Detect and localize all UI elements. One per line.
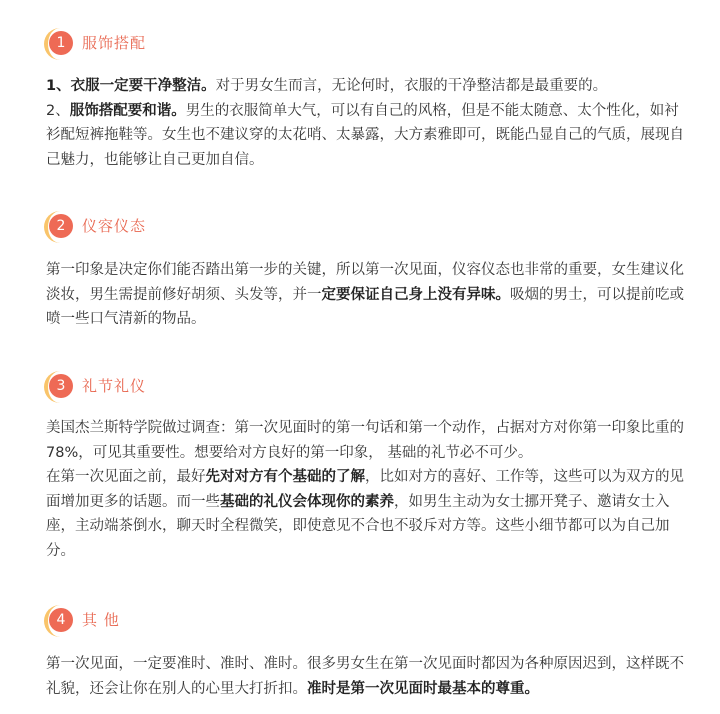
bold-text: 服饰搭配要和谐。 (69, 102, 186, 119)
bold-text: 基础的礼仪会体现你的素养 (220, 493, 394, 510)
text: 男生的衣服简单大气，可以有自己的风格，但是不能太随意、太个性化，如衬衫配短裤拖鞋等。女生也不建议穿的太花哨、太暴露，大方素雅即可，既能凸显自己的气质，展现自己魅力，也能够让自己更加自信。 (46, 102, 684, 168)
paragraph (46, 258, 686, 332)
section-heading (0, 371, 720, 403)
text: 2、 (46, 102, 70, 119)
section-other (0, 605, 720, 637)
paragraph (46, 652, 686, 701)
text: 对于男女生而言，无论何时，衣服的干净整洁都是最重要的。 (215, 78, 608, 94)
text: ，如男生主动为女士挪开凳子、邀请女士入座，主动端茶倒水，聊天时全程微笑，即使意见不合也不驳斥对方等。这些小细节都可以为自己加分。 (46, 493, 670, 559)
section-number-badge: 3 (49, 374, 73, 398)
section-etiquette (0, 371, 720, 403)
section-heading (0, 211, 720, 243)
section-title: 其 他 (82, 611, 120, 629)
text: 在第一次见面之前，最好 (46, 469, 206, 485)
section-title: 仪容仪态 (82, 217, 147, 235)
section-number-badge: 2 (49, 214, 73, 238)
text: 美国杰兰斯特学院做过调查：第一次见面时的第一句话和第一个动作，占据对方对你第一印象比重的78%，可见其重要性。想要给对方良好的第一印象， 基础的礼节必不可少。 (46, 420, 684, 461)
paragraph (46, 74, 686, 99)
bold-text: 先对对方有个基础的了解 (205, 469, 365, 485)
paragraph (46, 99, 686, 173)
section-appearance (0, 211, 720, 243)
section-heading (0, 28, 720, 60)
bold-text: 准时是第一次见面时最基本的尊重。 (307, 680, 539, 697)
text: ，比如对方的喜好、工作等，这些可以为双方的见面增加更多的话题。而一些 (46, 469, 684, 510)
bold-text: 定要保证自己身上没有异味。 (321, 286, 510, 303)
paragraph (46, 465, 686, 563)
section-heading (0, 605, 720, 637)
bold-text: 1、衣服一定要干净整洁。 (46, 78, 216, 94)
text: 第一印象是决定你们能否踏出第一步的关键，所以第一次见面，仪容仪态也非常的重要，女生建议化淡妆，男生需提前修好胡须、头发等，并一 (46, 262, 684, 303)
section-number-badge: 1 (49, 31, 73, 55)
section-number-badge: 4 (49, 608, 73, 632)
section-title: 礼节礼仪 (82, 377, 147, 395)
section-clothing (0, 28, 720, 60)
paragraph (46, 416, 686, 465)
text: 第一次见面，一定要准时、准时、准时。很多男女生在第一次见面时都因为各种原因迟到，这样既不礼貌，还会让你在别人的心里大打折扣。 (46, 656, 684, 697)
section-title: 服饰搭配 (82, 34, 147, 52)
text: 吸烟的男士，可以提前吃或喷一些口气清新的物品。 (46, 286, 684, 327)
